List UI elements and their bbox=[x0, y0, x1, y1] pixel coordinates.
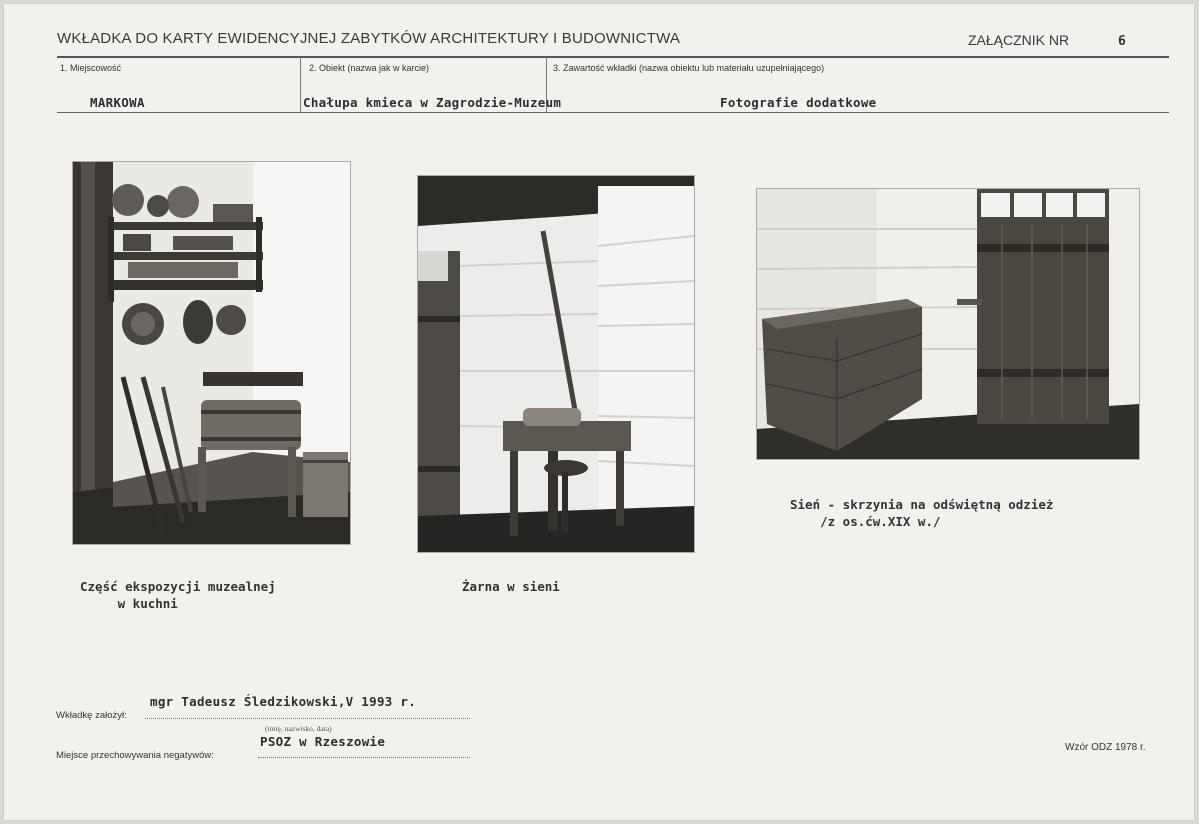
contents-label: 3. Zawartość wkładki (nazwa obiektu lub materiału uzupełniającego) bbox=[553, 63, 825, 73]
author-label: Wkładkę założył: bbox=[56, 710, 127, 721]
caption-quern: Żarna w sieni bbox=[462, 579, 560, 594]
photo-chest bbox=[757, 189, 1139, 459]
header-rule bbox=[57, 56, 1169, 58]
caption-chest: Sień - skrzynia na odświętną odzież /z os.ćw.XIX w./ bbox=[790, 497, 1054, 529]
contents-value: Fotografie dodatkowe bbox=[720, 95, 877, 110]
negatives-location-label: Miejsce przechowywania negatywów: bbox=[56, 750, 214, 761]
author-line bbox=[145, 718, 470, 719]
caption-kitchen-exhibit: Część ekspozycji muzealnej w kuchni bbox=[80, 579, 276, 611]
form-template-note: Wzór ODZ 1978 r. bbox=[1065, 742, 1146, 753]
object-value: Chałupa kmieca w Zagrodzie-Muzeum bbox=[303, 95, 562, 110]
field-divider-1 bbox=[300, 57, 301, 113]
attachment-label: ZAŁĄCZNIK NR bbox=[968, 32, 1070, 48]
attachment-number: 6 bbox=[1118, 34, 1126, 49]
photo-kitchen-exhibit bbox=[73, 162, 350, 544]
form-title: WKŁADKA DO KARTY EWIDENCYJNEJ ZABYTKÓW ARCHITEKTURY I BUDOWNICTWA bbox=[57, 30, 681, 47]
author-value: mgr Tadeusz Śledzikowski,V 1993 r. bbox=[150, 694, 417, 709]
object-label: 2. Obiekt (nazwa jak w karcie) bbox=[309, 63, 430, 73]
negatives-location-line bbox=[258, 757, 470, 758]
author-subnote: (imię, nazwisko, data) bbox=[265, 724, 332, 733]
fields-rule bbox=[57, 112, 1169, 113]
location-label: 1. Miejscowość bbox=[60, 63, 122, 73]
location-value: MARKOWA bbox=[90, 95, 145, 110]
photo-quern bbox=[418, 176, 694, 552]
negatives-location-value: PSOZ w Rzeszowie bbox=[260, 734, 386, 749]
